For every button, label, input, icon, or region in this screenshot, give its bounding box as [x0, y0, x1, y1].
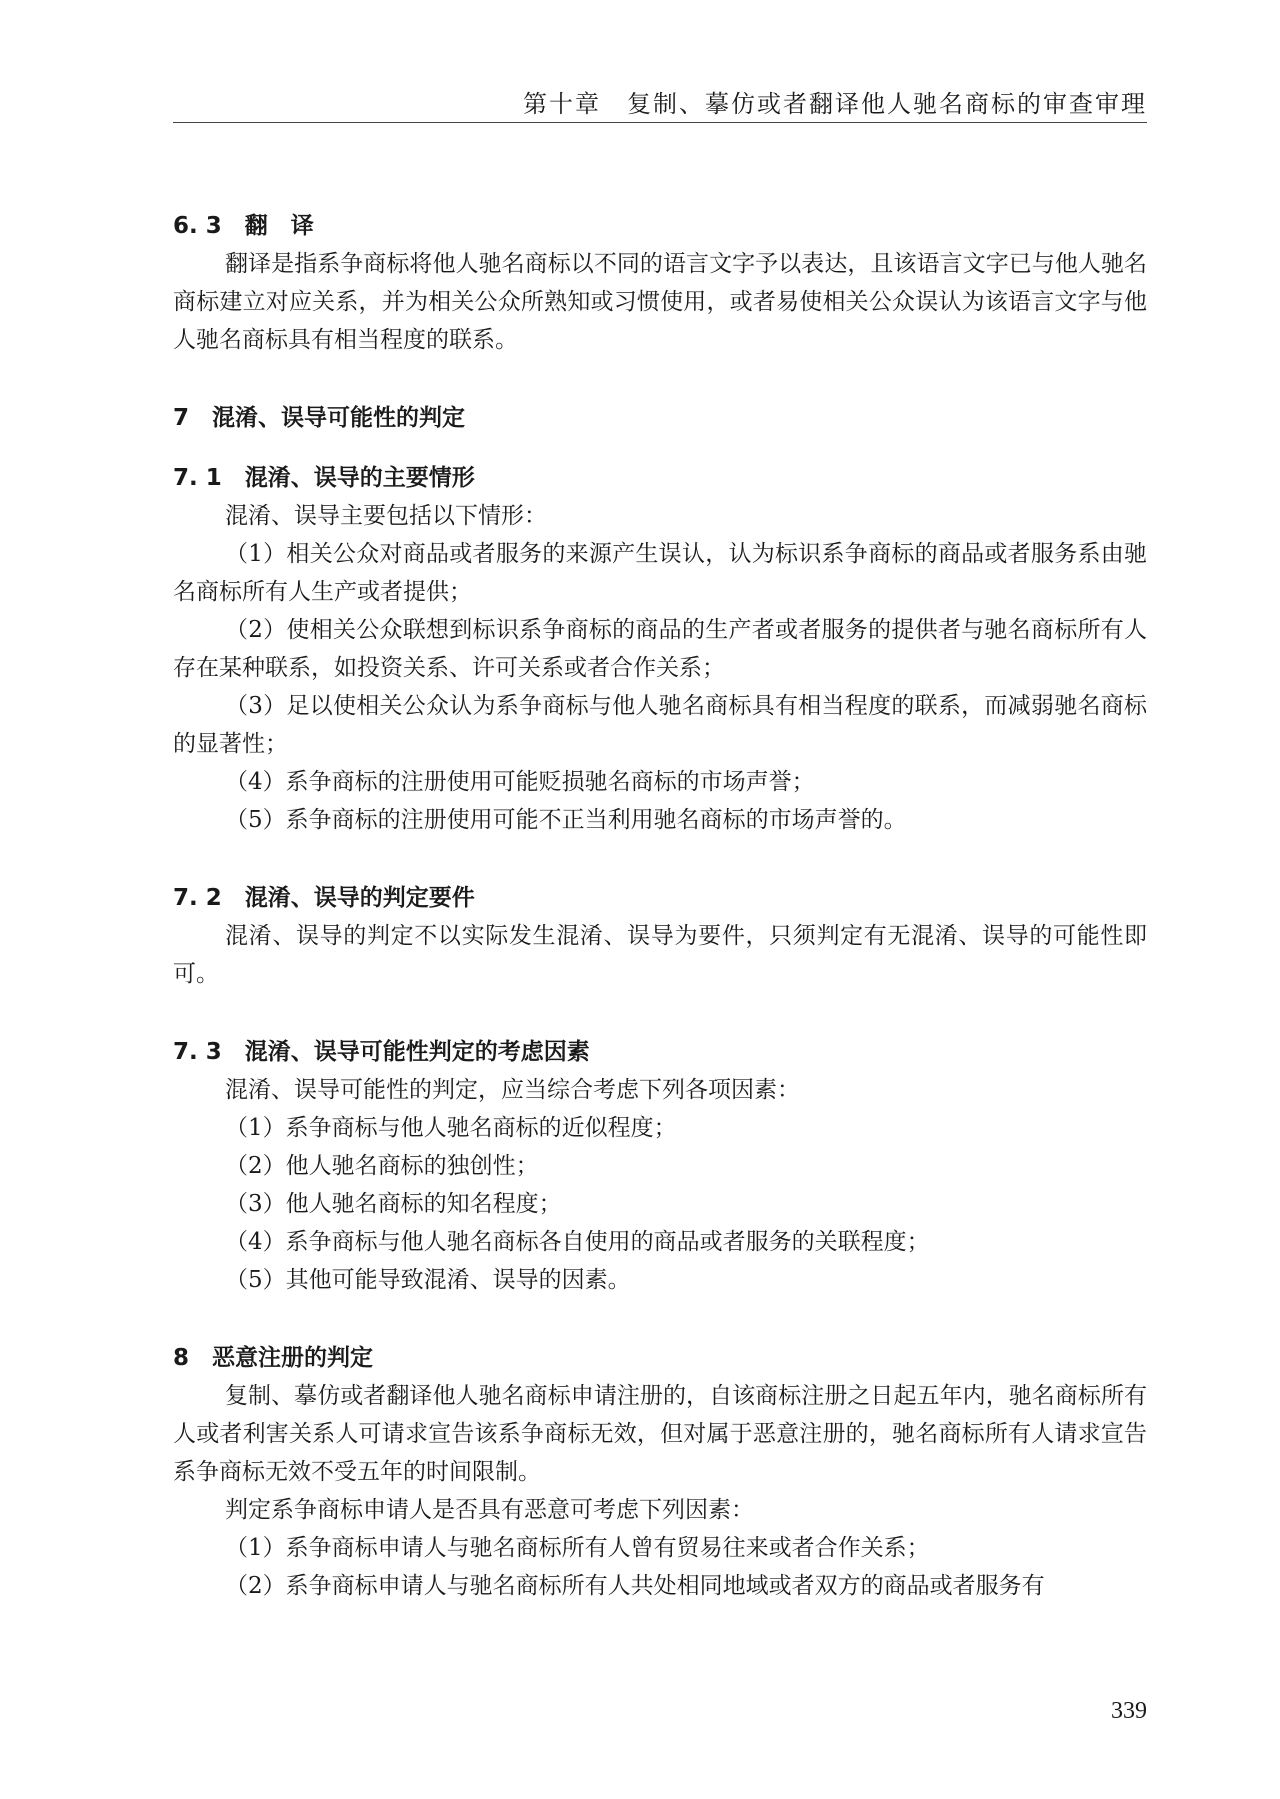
list-item: （2）使相关公众联想到标识系争商标的商品的生产者或者服务的提供者与驰名商标所有人存在某种联系，如投资关系、许可关系或者合作关系；	[173, 617, 1147, 681]
list-item: （1）相关公众对商品或者服务的来源产生误认，认为标识系争商标的商品或者服务系由驰名商标所有人生产或者提供；	[173, 541, 1147, 605]
paragraph-8: 复制、摹仿或者翻译他人驰名商标申请注册的，自该商标注册之日起五年内，驰名商标所有人或者利害关系人可请求宣告该系争商标无效，但对属于恶意注册的，驰名商标所有人请求宣告系争商标无效不受五年的时间限制。	[173, 1383, 1147, 1485]
list-item: （3）足以使相关公众认为系争商标与他人驰名商标具有相当程度的联系，而减弱驰名商标的显著性；	[173, 693, 1147, 757]
section-heading-6-3: 6. 3 翻 译	[173, 213, 314, 239]
list-item: （4）系争商标与他人驰名商标各自使用的商品或者服务的关联程度；	[225, 1229, 930, 1255]
paragraph-intro-8: 判定系争商标申请人是否具有恶意可考虑下列因素：	[225, 1497, 754, 1523]
list-item: （5）系争商标的注册使用可能不正当利用驰名商标的市场声誉的。	[225, 807, 907, 833]
list-item: （4）系争商标的注册使用可能贬损驰名商标的市场声誉；	[225, 769, 815, 795]
list-item: （2）系争商标申请人与驰名商标所有人共处相同地域或者双方的商品或者服务有	[225, 1573, 1045, 1599]
list-item: （5）其他可能导致混淆、误导的因素。	[225, 1267, 631, 1293]
section-heading-7-2: 7. 2 混淆、误导的判定要件	[173, 885, 475, 911]
section-heading-7: 7 混淆、误导可能性的判定	[173, 405, 466, 431]
paragraph-translation: 翻译是指系争商标将他人驰名商标以不同的语言文字予以表达，且该语言文字已与他人驰名商标建立对应关系，并为相关公众所熟知或习惯使用，或者易使相关公众误认为该语言文字与他人驰名商标具有相当程度的联系。	[173, 251, 1147, 353]
running-header: 第十章 复制、摹仿或者翻译他人驰名商标的审查审理	[523, 90, 1147, 118]
header-rule	[173, 122, 1147, 123]
list-item: （3）他人驰名商标的知名程度；	[225, 1191, 562, 1217]
paragraph-intro-7-1: 混淆、误导主要包括以下情形：	[225, 503, 547, 529]
paragraph-7-2: 混淆、误导的判定不以实际发生混淆、误导为要件，只须判定有无混淆、误导的可能性即可。	[173, 923, 1147, 987]
paragraph-intro-7-3: 混淆、误导可能性的判定，应当综合考虑下列各项因素：	[225, 1077, 800, 1103]
section-heading-8: 8 恶意注册的判定	[173, 1345, 374, 1371]
list-item: （1）系争商标申请人与驰名商标所有人曾有贸易往来或者合作关系；	[225, 1535, 930, 1561]
list-item: （2）他人驰名商标的独创性；	[225, 1153, 539, 1179]
page-number: 339	[1111, 1698, 1147, 1724]
section-heading-7-1: 7. 1 混淆、误导的主要情形	[173, 465, 475, 491]
section-heading-7-3: 7. 3 混淆、误导可能性判定的考虑因素	[173, 1039, 590, 1065]
list-item: （1）系争商标与他人驰名商标的近似程度；	[225, 1115, 677, 1141]
page-content	[173, 207, 1147, 1605]
